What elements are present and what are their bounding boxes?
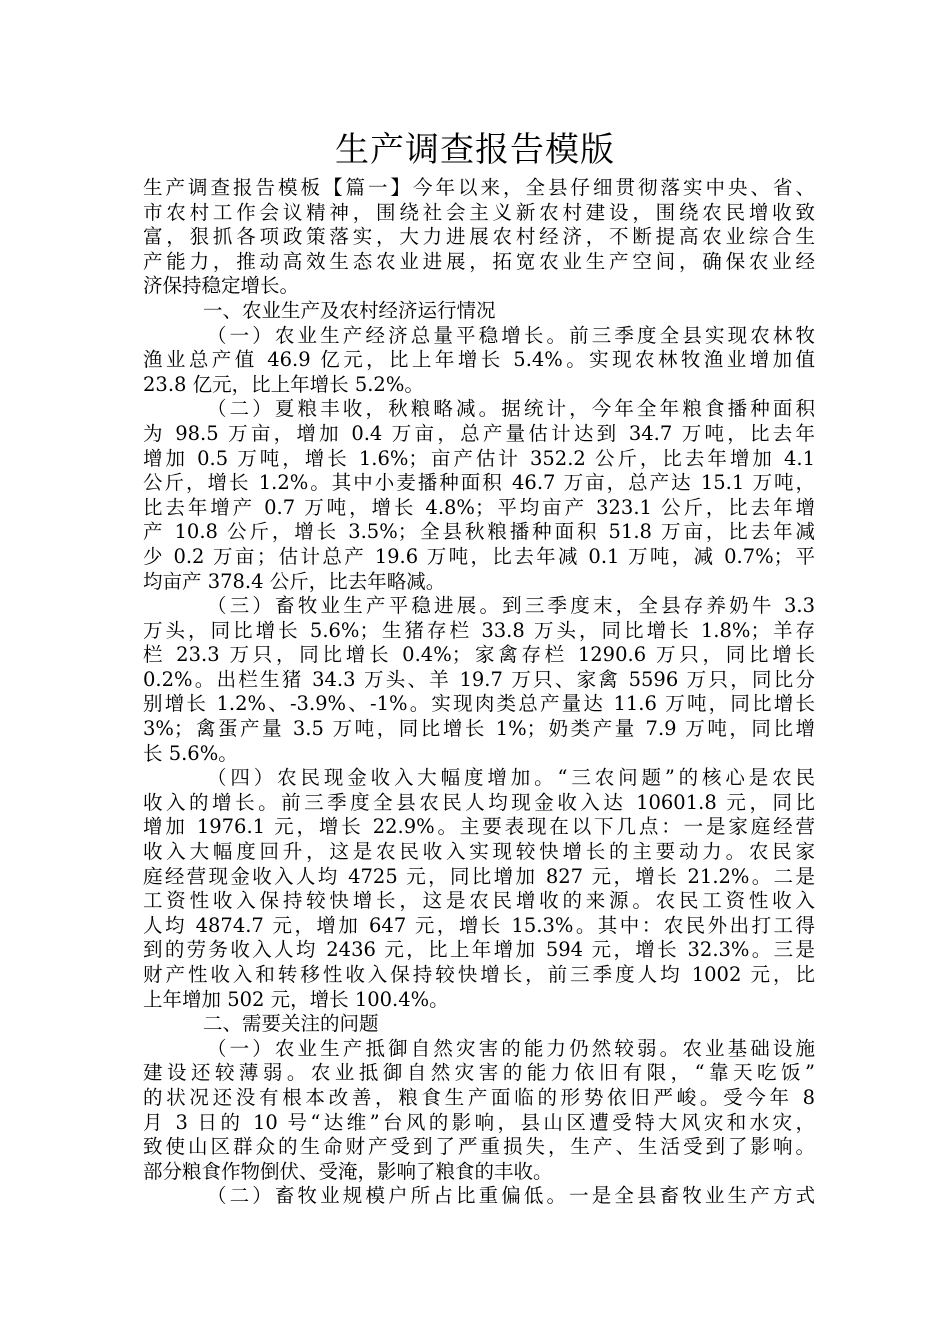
- paragraph-line: 长 5.6%。: [143, 741, 238, 765]
- paragraph-line: 增加 0.5 万吨，增长 1.6%；亩产估计 352.2 公斤，比去年增加 4.1: [143, 446, 815, 470]
- paragraph-line: 上年增加 502 元，增长 100.4%。: [143, 987, 449, 1011]
- paragraph-line: 产 10.8 公斤，增长 3.5%；全县秋粮播种面积 51.8 万亩，比去年减: [143, 520, 815, 544]
- paragraph-line: 栏 23.3 万只，同比增长 0.4%；家禽存栏 1290.6 万只，同比增长: [143, 643, 815, 667]
- paragraph-line: 别增长 1.2%、-3.9%、-1%。实现肉类总产量达 11.6 万吨，同比增长: [143, 692, 815, 716]
- paragraph-line: 致使山区群众的生命财产受到了严重损失，生产、生活受到了影响。: [143, 1135, 815, 1159]
- paragraph-line: （二）夏粮丰收，秋粮略减。据统计，今年全年粮食播种面积: [207, 397, 815, 421]
- paragraph-line: 市农村工作会议精神，围绕社会主义新农村建设，围绕农民增收致: [143, 200, 815, 224]
- paragraph-line: 庭经营现金收入人均 4725 元，同比增加 827 元，增长 21.2%。二是: [143, 864, 815, 888]
- paragraph-line: 23.8 亿元，比上年增长 5.2%。: [143, 372, 424, 396]
- paragraph-line: 月 3 日的 10 号“达维”台风的影响，县山区遭受特大风灾和水灾，: [143, 1110, 815, 1134]
- paragraph-line: 比去年增产 0.7 万吨，增长 4.8%；平均亩产 323.1 公斤，比去年增: [143, 495, 815, 519]
- paragraph-line: 财产性收入和转移性收入保持较快增长，前三季度人均 1002 元，比: [143, 963, 815, 986]
- paragraph-line: 渔业总产值 46.9 亿元，比上年增长 5.4%。实现农林牧渔业增加值: [143, 348, 815, 372]
- paragraph-line: 增加 1976.1 元，增长 22.9%。主要表现在以下几点：一是家庭经营: [143, 815, 815, 839]
- document-title: 生产调查报告模版: [335, 130, 615, 170]
- paragraph-line: 0.2%。出栏生猪 34.3 万头、羊 19.7 万只、家禽 5596 万只，同比分: [143, 667, 815, 691]
- paragraph-line: 富，狠抓各项政策落实，大力进展农村经济，不断提高农业综合生: [143, 225, 815, 249]
- paragraph-line: 部分粮食作物倒伏、受淹，影响了粮食的丰收。: [143, 1159, 553, 1183]
- paragraph-line: （一）农业生产经济总量平稳增长。前三季度全县实现农林牧: [207, 323, 815, 347]
- paragraph-line: 收入大幅度回升，这是农民收入实现较快增长的主要动力。农民家: [143, 840, 815, 864]
- section-heading: 二、需要关注的问题: [203, 1012, 379, 1036]
- paragraph-line: 均亩产 378.4 公斤，比去年略减。: [143, 569, 446, 593]
- document-body: [143, 176, 815, 1209]
- paragraph-line: 万头，同比增长 5.6%；生猪存栏 33.8 万头，同比增长 1.8%；羊存: [143, 618, 815, 642]
- section-heading: 一、农业生产及农村经济运行情况: [203, 298, 496, 322]
- paragraph-line: 到的劳务收入人均 2436 元，比上年增加 594 元，增长 32.3%。三是: [143, 938, 815, 962]
- paragraph-line: 生产调查报告模板【篇一】今年以来，全县仔细贯彻落实中央、省、: [143, 176, 815, 199]
- paragraph-line: 3%；禽蛋产量 3.5 万吨，同比增长 1%；奶类产量 7.9 万吨，同比增: [143, 717, 815, 741]
- paragraph-line: 人均 4874.7 元，增加 647 元，增长 15.3%。其中：农民外出打工得: [143, 913, 815, 937]
- paragraph-line: 少 0.2 万亩；估计总产 19.6 万吨，比去年减 0.1 万吨，减 0.7%；平: [143, 544, 815, 568]
- paragraph-line: 为 98.5 万亩，增加 0.4 万亩，总产量估计达到 34.7 万吨，比去年: [143, 421, 815, 445]
- paragraph-line: （三）畜牧业生产平稳进展。到三季度末，全县存养奶牛 3.3: [207, 594, 815, 618]
- paragraph-line: （四）农民现金收入大幅度增加。“三农问题”的核心是农民: [207, 766, 815, 790]
- paragraph-line: 公斤，增长 1.2%。其中小麦播种面积 46.7 万亩，总产达 15.1 万吨，: [143, 471, 815, 495]
- paragraph-line: 的状况还没有根本改善，粮食生产面临的形势依旧严峻。受今年 8: [143, 1085, 815, 1109]
- paragraph-line: 工资性收入保持较快增长，这是农民增收的来源。农民工资性收入: [143, 889, 815, 913]
- paragraph-line: 产能力，推动高效生态农业进展，拓宽农业生产空间，确保农业经: [143, 249, 815, 273]
- paragraph-line: 建设还较薄弱。农业抵御自然灾害的能力依旧有限，“靠天吃饭”: [143, 1061, 815, 1085]
- paragraph-line: 收入的增长。前三季度全县农民人均现金收入达 10601.8 元，同比: [143, 790, 815, 814]
- paragraph-line: 济保持稳定增长。: [143, 274, 300, 298]
- paragraph-line: （一）农业生产抵御自然灾害的能力仍然较弱。农业基础设施: [207, 1036, 815, 1060]
- paragraph-line: （二）畜牧业规模户所占比重偏低。一是全县畜牧业生产方式: [207, 1184, 815, 1208]
